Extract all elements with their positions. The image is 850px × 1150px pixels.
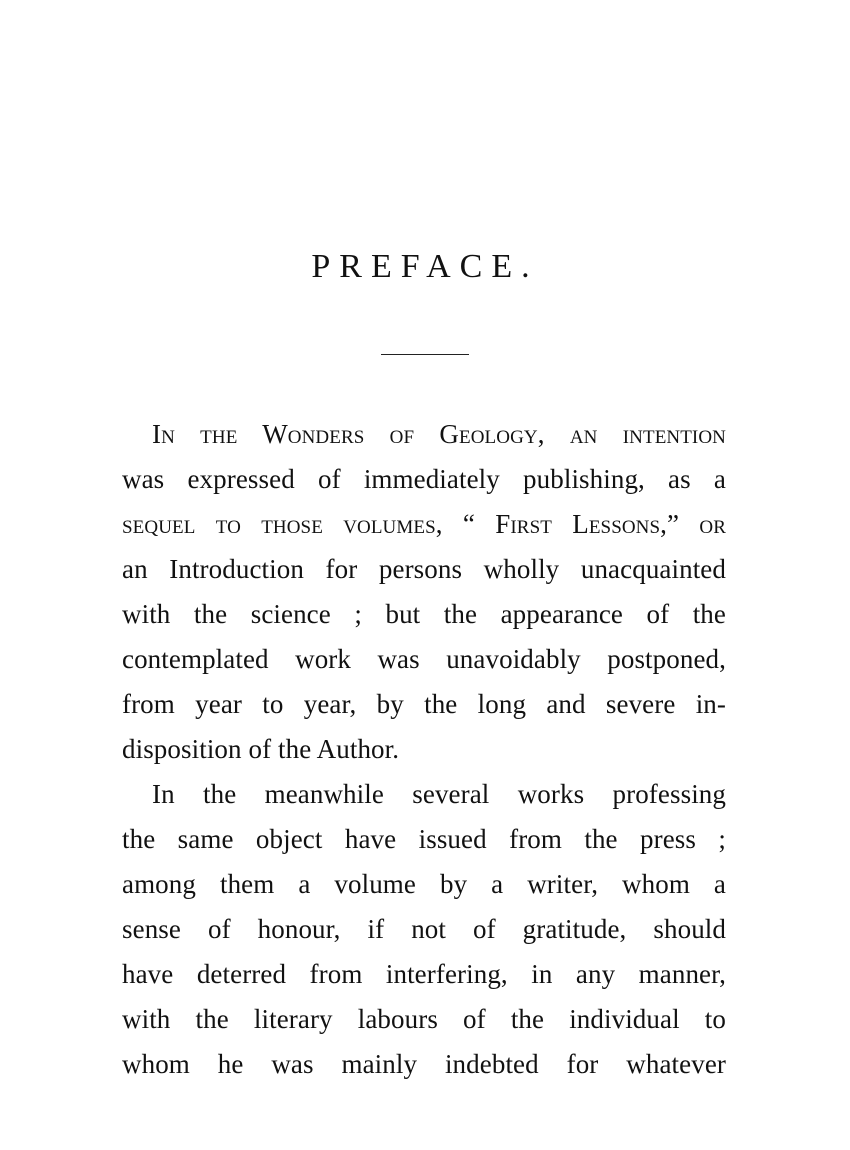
text-line: the same object have issued from the press ; [122,824,726,854]
text-line: contemplated work was unavoidably postponed, [122,644,726,674]
text-line: In the meanwhile several works professing [152,779,726,809]
paragraph-1 [122,412,726,772]
text-line: was expressed of immediately publishing, as a [122,464,726,494]
text-line: with the literary labours of the individual to [122,1004,726,1034]
text-line: have deterred from interfering, in any manner, [122,959,726,989]
text-line: sequel to those volumes, “ First Lessons,” or [122,509,726,539]
text-line: from year to year, by the long and severe in- [122,689,726,719]
text-line: In the Wonders of Geology, an intention [152,419,726,449]
text-line: an Introduction for persons wholly unacquainted [122,554,726,584]
text-line: among them a volume by a writer, whom a [122,869,726,899]
preface-body [122,412,726,1087]
page-title: PREFACE. [311,248,539,285]
title-divider [381,354,469,355]
text-line: whom he was mainly indebted for whatever [122,1049,726,1079]
text-line: with the science ; but the appearance of the [122,599,726,629]
paragraph-2 [122,772,726,1087]
text-line: sense of honour, if not of gratitude, should [122,914,726,944]
text-line: disposition of the Author. [122,734,400,764]
